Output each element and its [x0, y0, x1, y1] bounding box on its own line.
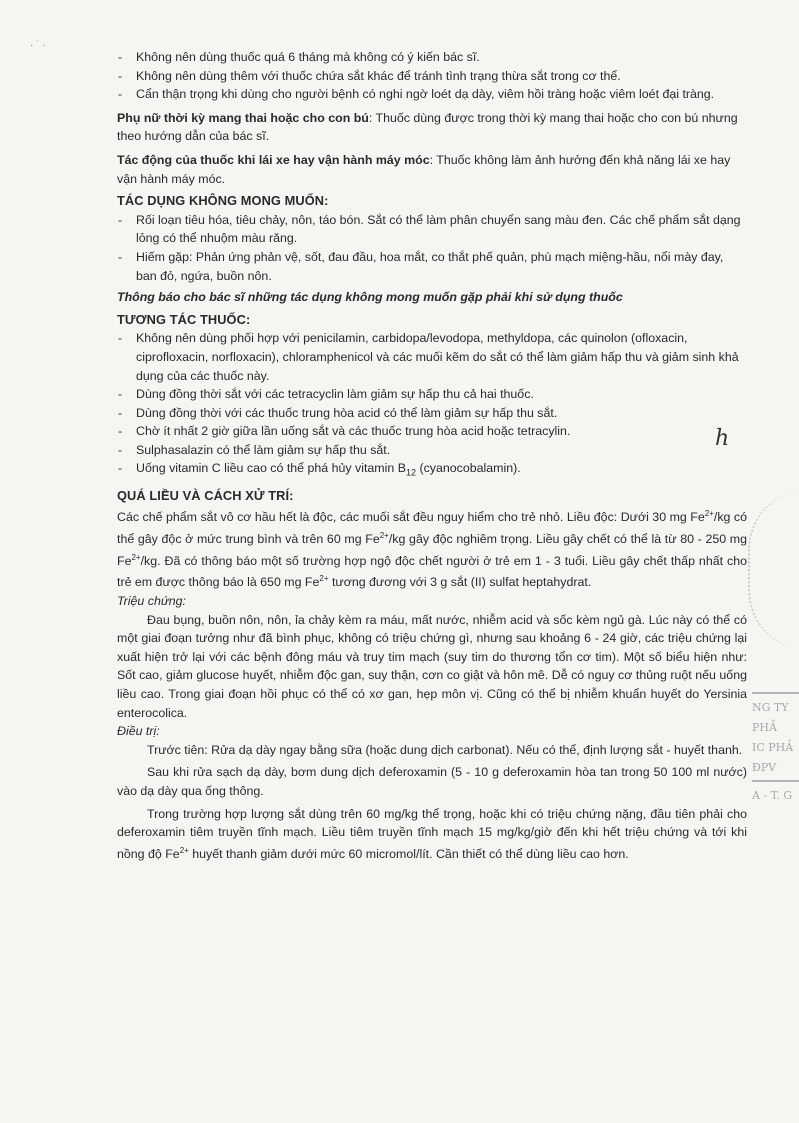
driving-text: : Thuốc không làm ảnh hưởng đến khả năng lái xe hay vận hành máy móc.	[117, 152, 731, 186]
seal-mark	[748, 490, 799, 650]
symptoms-label: Triệu chứng:	[117, 594, 186, 608]
symptoms-text: Đau bụng, buồn nôn, nôn, ỉa chảy kèm ra máu, mất nước, nhiễm acid và sốc kèm ngủ gà. Lúc này có thể có một giai đoạn tưởng như đã bình phục, không có triệu chứng gì, nhưng sau khoảng 6 - 24 giờ, các triệu chứng lại xuất hiện trở lại với các bệnh đông máu và truy tim mạch (suy tim do thương tổn cơ tim). Một số biểu hiện như: Sốt cao, giảm glucose huyết, nhiễm độc gan, suy thận, cơn co giật và hôn mê. Dễ có nguy cơ thủng ruột nếu uống liều cao. Trong giai đoạn hồi phục có thể có xơ gan, hẹp môn vị. Cũng có thể bị nhiễm khuẩn huyết do Yersinia enterocolica.	[117, 612, 747, 720]
warning-item: - Không nên dùng thuốc quá 6 tháng mà không có ý kiến bác sĩ.	[117, 48, 747, 67]
interaction-item: - Không nên dùng phối hợp với penicilamin, carbidopa/levodopa, methyldopa, các quinolon (ofloxacin, ciprofloxacin, norfloxacin), chloramphenicol và các muối kẽm do sắt có thể làm giảm hấp thu và giảm sinh khả dụng của các thuốc này.	[117, 329, 747, 385]
interaction-item: - Dùng đồng thời sắt với các tetracyclin làm giảm sự hấp thu cả hai thuốc.	[117, 385, 747, 404]
driving-section	[117, 151, 747, 188]
warning-item: - Không nên dùng thêm với thuốc chứa sắt khác để tránh tình trạng thừa sắt trong cơ thể.	[117, 67, 747, 86]
interaction-item: - Chờ ít nhất 2 giờ giữa lần uống sắt và các thuốc trung hòa acid hoặc tetracylin.	[117, 422, 747, 441]
document-page	[117, 48, 747, 863]
scan-speck: · ˙ ·	[30, 40, 46, 51]
handwritten-initials: h	[715, 426, 730, 451]
company-stamp: NG TY PHẦ IC PHẢ ĐPV A - T. G	[752, 690, 799, 806]
pregnancy-text: : Thuốc dùng được trong thời kỳ mang thai hoặc cho con bú nhưng theo hướng dẫn của bác sĩ.	[117, 110, 738, 144]
interaction-item: - Sulphasalazin có thể làm giảm sự hấp thu sắt.	[117, 441, 747, 460]
treatment-step: Trong trường hợp lượng sắt dùng trên 60 mg/kg thể trọng, hoặc khi có triệu chứng nặng, đầu tiên phải cho deferoxamin tiêm truyền tĩnh mạch. Liều tiêm truyền tĩnh mạch 15 mg/kg/giờ đến khi hết triệu chứng và tới khi nồng độ $Fe^{2+}$ huyết thanh giảm dưới mức 60 micromol/lít. Cần thiết có thể dùng liều cao hơn.	[117, 806, 747, 861]
interactions-heading: TƯƠNG TÁC THUỐC:	[117, 311, 251, 327]
interaction-item-vitamin-c: - Uống vitamin C liều cao có thể phá hủy vitamin $B_{12}$ (cyanocobalamin).	[117, 459, 747, 482]
overdose-heading: QUÁ LIỀU VÀ CÁCH XỬ TRÍ:	[117, 487, 294, 503]
pregnancy-section	[117, 109, 747, 146]
interaction-item: - Dùng đồng thời với các thuốc trung hòa acid có thể làm giảm sự hấp thu sắt.	[117, 404, 747, 423]
treatment-step: Sau khi rửa sạch dạ dày, bơm dung dịch deferoxamin (5 - 10 g deferoxamin hòa tan trong 50 100 ml nước) vào dạ dày qua ống thông.	[117, 765, 747, 798]
side-effect-item: - Hiếm gặp: Phản ứng phản vệ, sốt, đau đầu, hoa mắt, co thắt phế quản, phù mạch miệng-hầu, nổi mày đay, ban đỏ, ngứa, buồn nôn.	[117, 248, 747, 285]
warnings-list	[117, 48, 747, 104]
side-effects-notice: Thông báo cho bác sĩ những tác dụng không mong muốn gặp phải khi sử dụng thuốc	[117, 290, 623, 305]
side-effects-heading: TÁC DỤNG KHÔNG MONG MUỐN:	[117, 193, 329, 209]
pregnancy-label: Phụ nữ thời kỳ mang thai hoặc cho con bú	[117, 110, 369, 125]
warning-item: - Cẩn thận trọng khi dùng cho người bệnh có nghi ngờ loét dạ dày, viêm hồi tràng hoặc viêm loét đại tràng.	[117, 85, 747, 104]
overdose-paragraph: Các chế phẩm sắt vô cơ hầu hết là độc, các muối sắt đều nguy hiểm cho trẻ nhỏ. Liều độc: Dưới 30 mg $Fe^{2+}/kg$ có thể gây độc ở mức trung bình và trên 60 mg $Fe^{2+}/kg$ gây độc nghiêm trọng. Liều gây chết có thể là từ 80 - 250 mg $Fe^{2+}/kg$. Đã có thông báo một số trường hợp ngộ độc chết người ở trẻ em 1 - 3 tuổi. Liều gây chết thấp nhất cho trẻ em được thông báo là 650 mg $Fe^{2+}$ tương đương với 3 g sắt (II) sulfat heptahydrat.	[117, 509, 748, 590]
driving-label: Tác động của thuốc khi lái xe hay vận hành máy móc	[117, 152, 430, 167]
treatment-label: Điều trị:	[117, 724, 160, 739]
side-effect-item: - Rối loạn tiêu hóa, tiêu chảy, nôn, táo bón. Sắt có thể làm phân chuyển sang màu đen. Các chế phẩm sắt dạng lỏng có thể nhuộm màu răng.	[117, 211, 747, 248]
treatment-step: Trước tiên: Rửa dạ dày ngay bằng sữa (hoặc dung dịch carbonat). Nếu có thể, định lượng sắt - huyết thanh.	[147, 742, 743, 757]
